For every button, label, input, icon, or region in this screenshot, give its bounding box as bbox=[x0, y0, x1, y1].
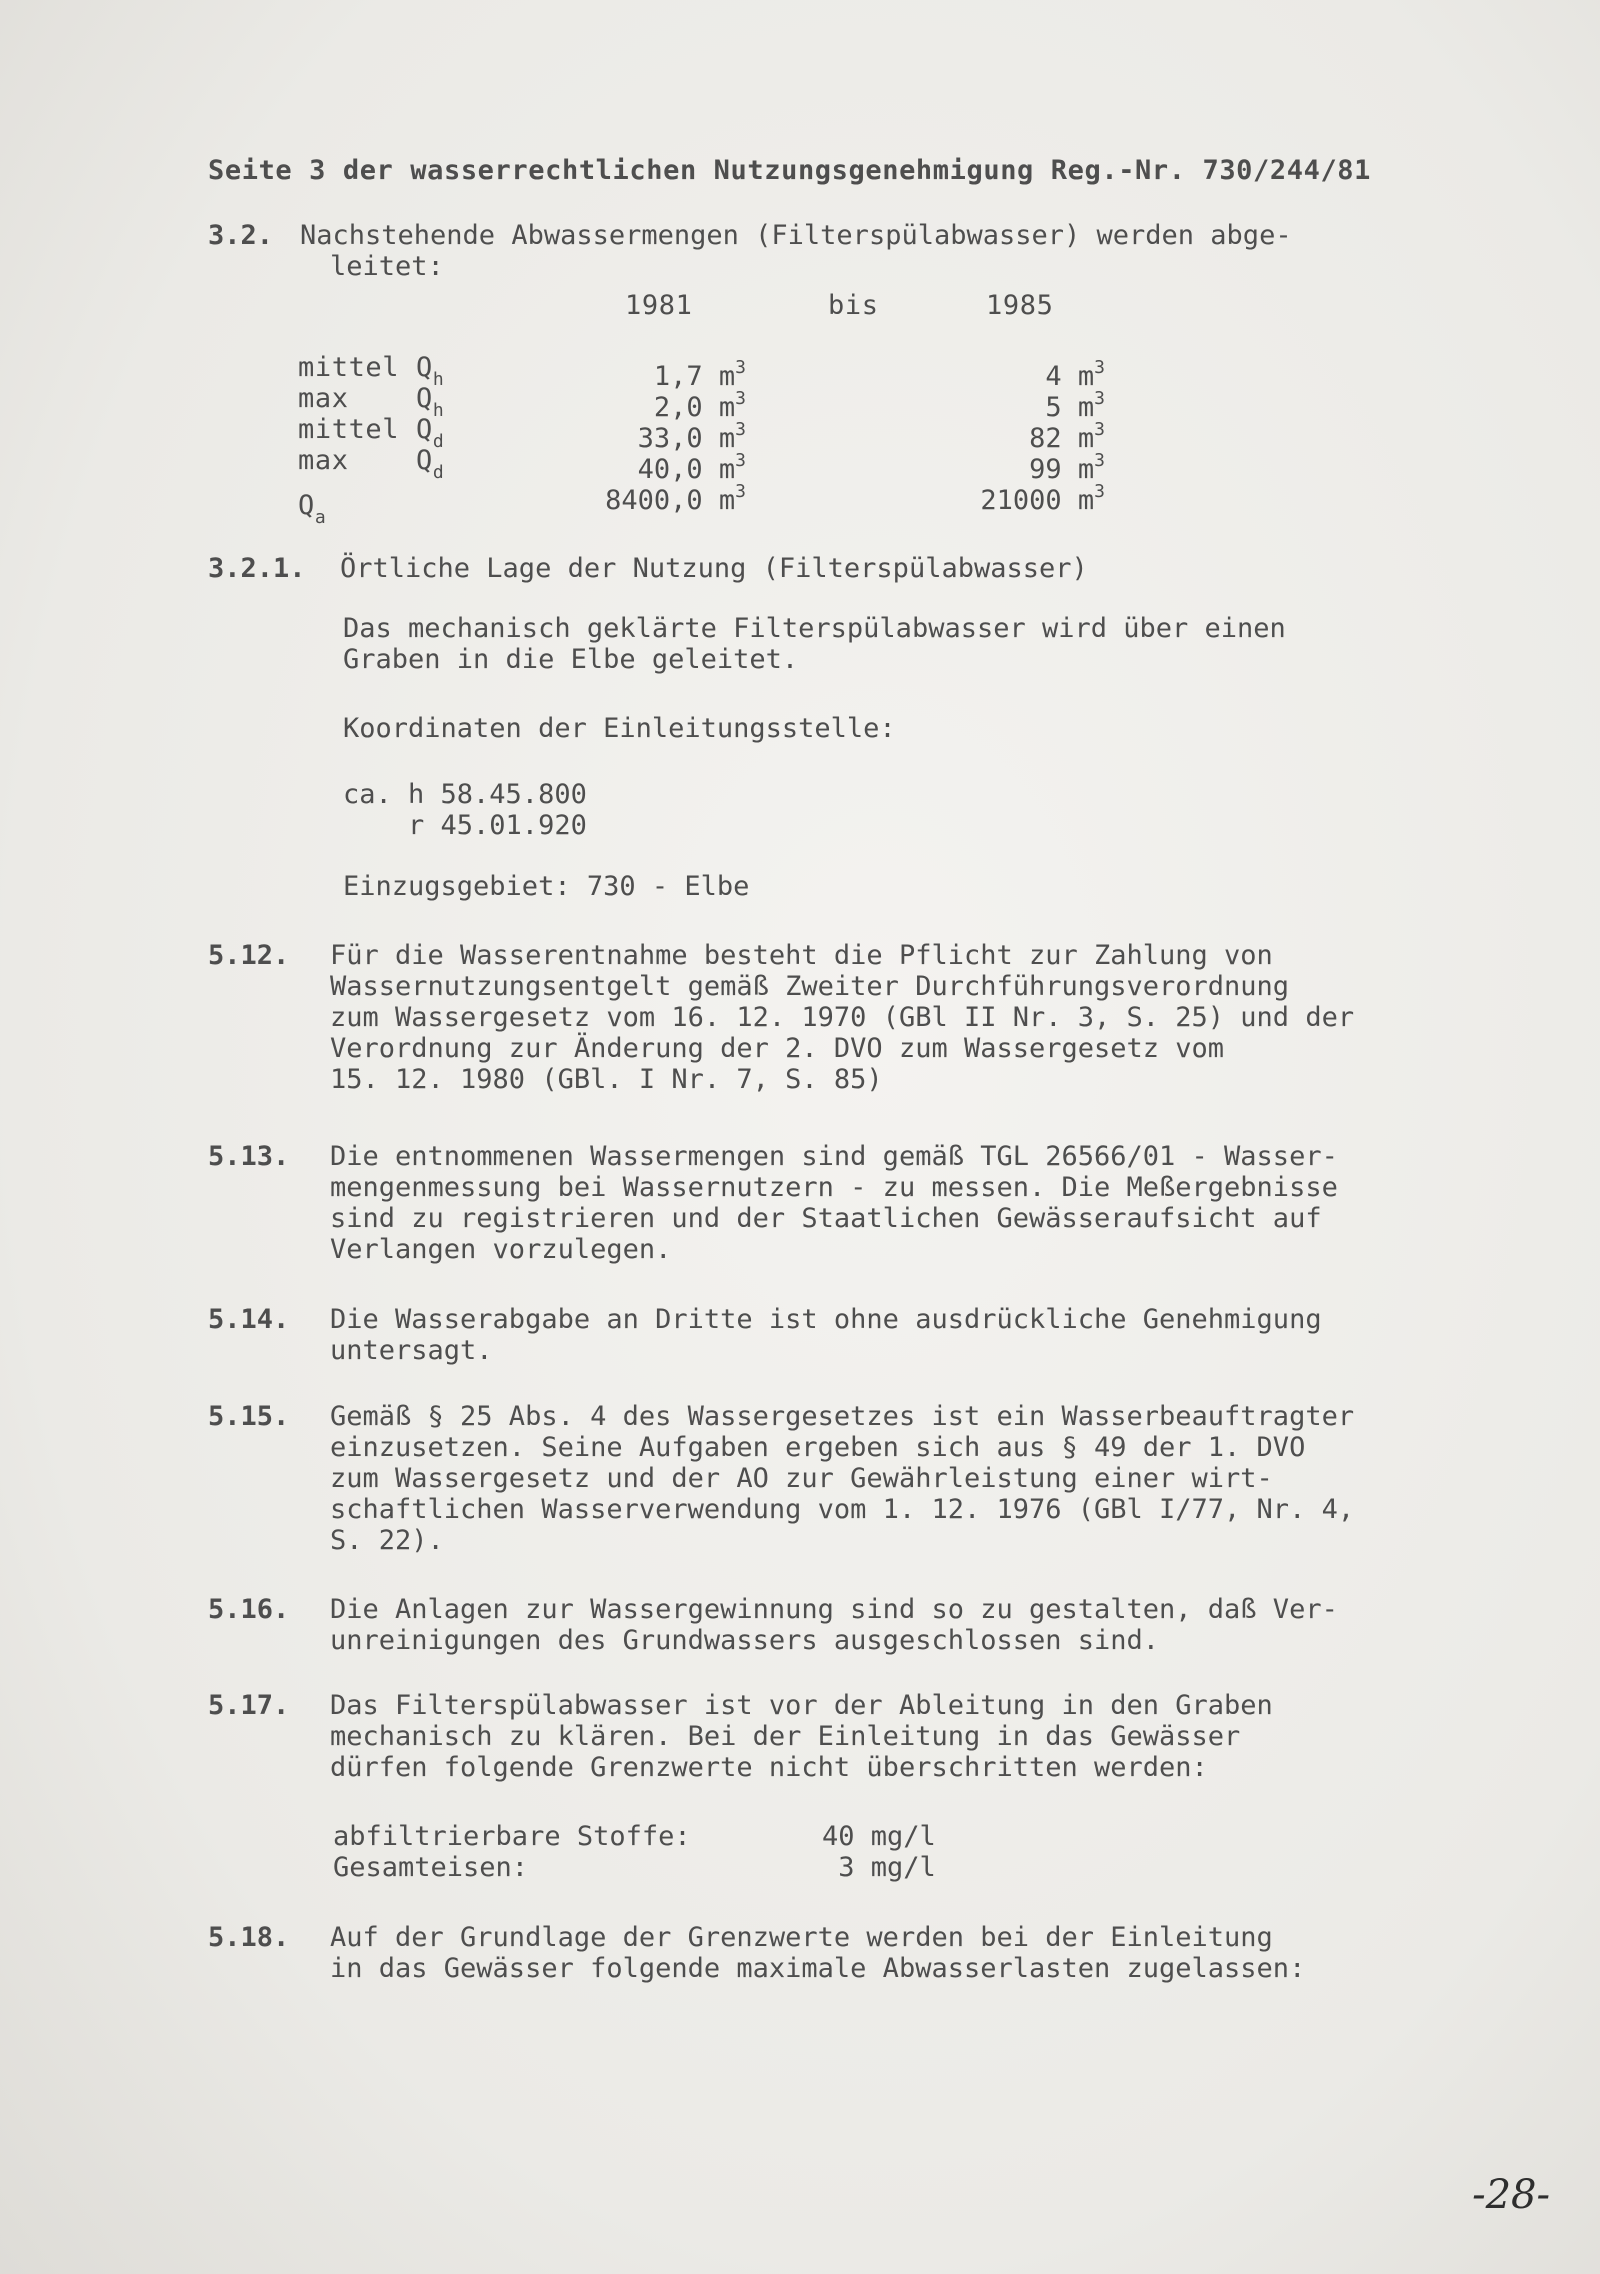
item-number-5-13: 5.13. bbox=[208, 1141, 290, 1172]
item-5-14-line: untersagt. bbox=[330, 1335, 493, 1366]
item-5-18-line: in das Gewässer folgende maximale Abwasserlasten zugelassen: bbox=[330, 1953, 1306, 1984]
item-5-15-line: einzusetzen. Seine Aufgaben ergeben sich aus § 49 der 1. DVO bbox=[330, 1432, 1306, 1463]
value-1985: 5 m bbox=[1045, 392, 1095, 423]
coordinate-h: ca. h 58.45.800 bbox=[343, 779, 587, 810]
row-label: max Q bbox=[298, 445, 433, 476]
row-label: mittel Q bbox=[298, 414, 433, 445]
coordinate-r: r 45.01.920 bbox=[343, 810, 587, 841]
item-5-15-line: zum Wassergesetz und der AO zur Gewährleistung einer wirt- bbox=[330, 1463, 1273, 1494]
table-header-1985: 1985 bbox=[986, 290, 1054, 321]
unit-sup: 3 bbox=[1094, 450, 1105, 471]
item-number-5-12: 5.12. bbox=[208, 940, 290, 971]
limit-label: Gesamteisen: bbox=[333, 1852, 529, 1883]
coordinates-label: Koordinaten der Einleitungsstelle: bbox=[343, 713, 896, 744]
table-header-bis: bis bbox=[828, 290, 879, 321]
item-5-17-line: Das Filterspülabwasser ist vor der Ableitung in den Graben bbox=[330, 1690, 1273, 1721]
section-3-2-1-title: Örtliche Lage der Nutzung (Filterspülabwasser) bbox=[340, 553, 1088, 584]
item-5-18-line: Auf der Grundlage der Grenzwerte werden bei der Einleitung bbox=[330, 1922, 1273, 1953]
item-5-15-line: S. 22). bbox=[330, 1525, 444, 1556]
value-1981: 8400,0 m bbox=[605, 485, 736, 516]
value-1985: 4 m bbox=[1045, 361, 1095, 392]
value-1985: 21000 m bbox=[980, 485, 1095, 516]
value-1981: 2,0 m bbox=[653, 392, 736, 423]
item-5-12-line: Für die Wasserentnahme besteht die Pflicht zur Zahlung von bbox=[330, 940, 1273, 971]
table-header-1981: 1981 bbox=[625, 290, 693, 321]
item-5-17-line: mechanisch zu klären. Bei der Einleitung in das Gewässer bbox=[330, 1721, 1241, 1752]
item-5-12-line: Verordnung zur Änderung der 2. DVO zum Wassergesetz vom bbox=[330, 1033, 1225, 1064]
item-number-5-18: 5.18. bbox=[208, 1922, 290, 1953]
row-label: max Q bbox=[298, 383, 433, 414]
unit-sup: 3 bbox=[735, 357, 746, 378]
item-5-13-line: Die entnommenen Wassermengen sind gemäß TGL 26566/01 - Wasser- bbox=[330, 1141, 1338, 1172]
limit-label: abfiltrierbare Stoffe: bbox=[333, 1821, 691, 1852]
limit-value: 3 mg/l bbox=[822, 1852, 936, 1883]
item-5-13-line: Verlangen vorzulegen. bbox=[330, 1234, 672, 1265]
item-number-5-16: 5.16. bbox=[208, 1594, 290, 1625]
row-label-sub: d bbox=[432, 462, 445, 483]
unit-sup: 3 bbox=[735, 419, 746, 440]
item-5-14-line: Die Wasserabgabe an Dritte ist ohne ausdrückliche Genehmigung bbox=[330, 1304, 1322, 1335]
value-1981: 40,0 m bbox=[637, 454, 736, 485]
limit-value: 40 mg/l bbox=[822, 1821, 936, 1852]
value-1981: 1,7 m bbox=[653, 361, 736, 392]
section-3-2-1-text-line-2: Graben in die Elbe geleitet. bbox=[343, 644, 799, 675]
value-1981: 33,0 m bbox=[637, 423, 736, 454]
row-label-sub: h bbox=[432, 400, 445, 421]
section-3-2-1-text-line-1: Das mechanisch geklärte Filterspülabwasser wird über einen bbox=[343, 613, 1286, 644]
section-number-3-2: 3.2. bbox=[208, 220, 274, 251]
item-5-12-line: Wassernutzungsentgelt gemäß Zweiter Durchführungsverordnung bbox=[330, 971, 1290, 1002]
value-1985: 82 m bbox=[1029, 423, 1095, 454]
page-header: Seite 3 der wasserrechtlichen Nutzungsgenehmigung Reg.-Nr. 730/244/81 bbox=[208, 155, 1372, 186]
item-5-13-line: mengenmessung bei Wassernutzern - zu messen. Die Meßergebnisse bbox=[330, 1172, 1338, 1203]
unit-sup: 3 bbox=[735, 481, 746, 502]
unit-sup: 3 bbox=[1094, 481, 1105, 502]
item-5-12-line: zum Wassergesetz vom 16. 12. 1970 (GBl II Nr. 3, S. 25) und der bbox=[330, 1002, 1355, 1033]
section-3-2-line-2: leitet: bbox=[330, 251, 444, 282]
item-5-16-line: unreinigungen des Grundwassers ausgeschlossen sind. bbox=[330, 1625, 1160, 1656]
unit-sup: 3 bbox=[1094, 357, 1105, 378]
item-number-5-15: 5.15. bbox=[208, 1401, 290, 1432]
row-label: mittel Q bbox=[298, 352, 433, 383]
item-5-16-line: Die Anlagen zur Wassergewinnung sind so zu gestalten, daß Ver- bbox=[330, 1594, 1338, 1625]
section-3-2-line-1: Nachstehende Abwassermengen (Filterspülabwasser) werden abge- bbox=[300, 220, 1292, 251]
unit-sup: 3 bbox=[735, 450, 746, 471]
item-5-15-line: schaftlichen Wasserverwendung vom 1. 12. 1976 (GBl I/77, Nr. 4, bbox=[330, 1494, 1355, 1525]
unit-sup: 3 bbox=[1094, 388, 1105, 409]
unit-sup: 3 bbox=[735, 388, 746, 409]
item-5-15-line: Gemäß § 25 Abs. 4 des Wassergesetzes ist ein Wasserbeauftragter bbox=[330, 1401, 1355, 1432]
item-number-5-17: 5.17. bbox=[208, 1690, 290, 1721]
page-number: -28- bbox=[1472, 2172, 1550, 2218]
item-5-12-line: 15. 12. 1980 (GBl. I Nr. 7, S. 85) bbox=[330, 1064, 883, 1095]
row-label-sub: a bbox=[314, 507, 327, 528]
row-label: Q bbox=[298, 490, 315, 521]
item-number-5-14: 5.14. bbox=[208, 1304, 290, 1335]
section-number-3-2-1: 3.2.1. bbox=[208, 553, 306, 584]
unit-sup: 3 bbox=[1094, 419, 1105, 440]
item-5-17-line: dürfen folgende Grenzwerte nicht überschritten werden: bbox=[330, 1752, 1208, 1783]
catchment-area: Einzugsgebiet: 730 - Elbe bbox=[343, 871, 750, 902]
row-label-sub: h bbox=[432, 369, 445, 390]
row-label-sub: d bbox=[432, 431, 445, 452]
item-5-13-line: sind zu registrieren und der Staatlichen Gewässeraufsicht auf bbox=[330, 1203, 1322, 1234]
value-1985: 99 m bbox=[1029, 454, 1095, 485]
